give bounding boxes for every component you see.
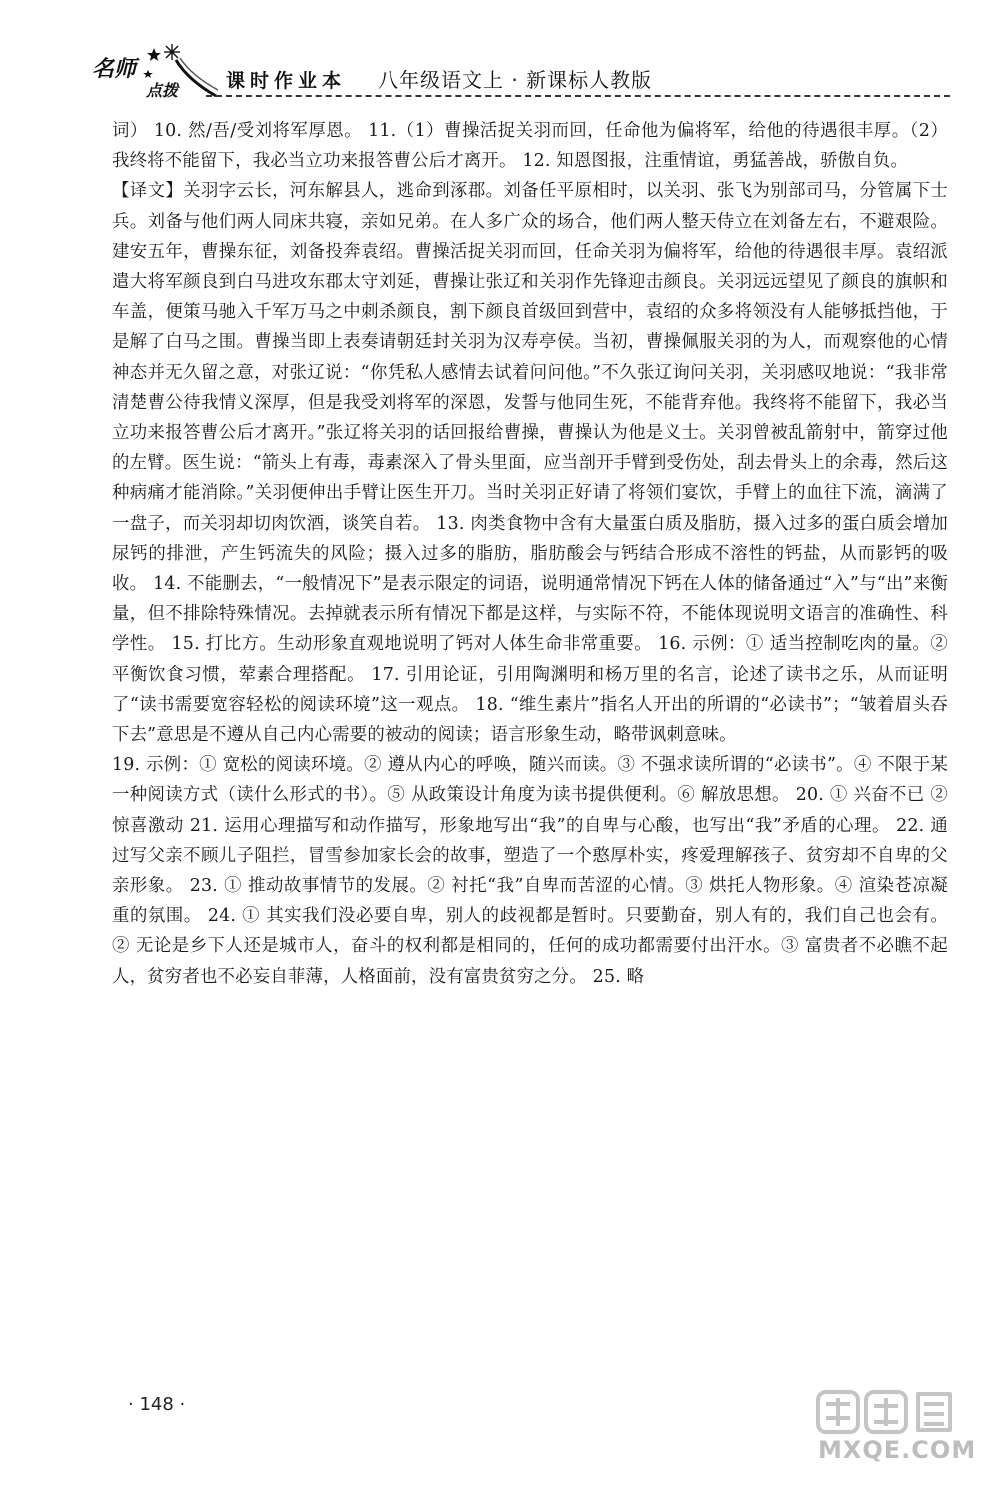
answer-paragraph-3: 19. 示例：① 宽松的阅读环境。② 遵从内心的呼唤，随兴而读。③ 不强求读所谓的“必读书”。④ 不限于某一种阅读方式（读什么形式的书）。⑤ 从政策设计角度为读书提供便利。⑥ 解放思想。 20. ① 兴奋不已 ② 惊喜激动 21. 运用心理描写和动作描写，形象地写出“我”的自卑与心酸，也写出“我”矛盾的心理。 22. 通过写父亲不顾儿子阻拦，冒雪参加家长会的故事，塑造了一个憨厚朴实，疼爱理解孩子、贫穷却不自卑的父亲形象。 23. ① 推动故事情节的发展。② 衬托“我”自卑而苦涩的心情。③ 烘托人物形象。④ 渲染苍凉凝重的氛围。 24. ① 其实我们没必要自卑，别人的歧视都是暂时。只要勤奋，别人有的，我们自己也会有。② 无论是乡下人还是城市人，奋斗的权利都是相同的，任何的成功都需要付出汗水。③ 富贵者不必瞧不起人，贫穷者也不必妄自菲薄，人格面前，没有富贵贫穷之分。 25. 略 bbox=[112, 755, 948, 987]
series-logo bbox=[88, 40, 223, 100]
book-subtitle: 八年级语文上 · 新课标人教版 bbox=[378, 68, 653, 92]
svg-text:点拨: 点拨 bbox=[146, 81, 179, 100]
watermark bbox=[812, 1384, 977, 1464]
svg-text:名师: 名师 bbox=[92, 56, 137, 82]
answer-content bbox=[112, 116, 948, 992]
answer-paragraph-1: 词） 10. 然/吾/受刘将军厚恩。 11.（1）曹操活捉关羽而回，任命他为偏将军，给他的待遇很丰厚。（2）我终将不能留下，我必当立功来报答曹公后才离开。 12. 知恩图报，注重情谊，勇猛善战，骄傲自负。 bbox=[112, 121, 948, 172]
page-header bbox=[88, 40, 950, 102]
watermark-text: MXQE.COM bbox=[818, 1436, 977, 1464]
series-title: 课时作业本 bbox=[226, 70, 347, 92]
translation-paragraph: 【译文】关羽字云长，河东解县人，逃命到涿郡。刘备任平原相时，以关羽、张飞为别部司马，分管属下士兵。刘备与他们两人同床共寝，亲如兄弟。在人多广众的场合，他们两人整天侍立在刘备左右，不避艰险。建安五年，曹操东征，刘备投奔袁绍。曹操活捉关羽而回，任命关羽为偏将军，给他的待遇很丰厚。袁绍派遣大将军颜良到白马进攻东郡太守刘延，曹操让张辽和关羽作先锋迎击颜良。关羽远远望见了颜良的旗帜和车盖，便策马驰入千军万马之中刺杀颜良，割下颜良首级回到营中，袁绍的众多将领没有人能够抵挡他，于是解了白马之围。曹操当即上表奏请朝廷封关羽为汉寿亭侯。当初，曹操佩服关羽的为人，而观察他的心情神态并无久留之意，对张辽说：“你凭私人感情去试着问问他。”不久张辽询问关羽，关羽感叹地说：“我非常清楚曹公待我情义深厚，但是我受刘将军的深恩，发誓与他同生死，不能背弃他。我终将不能留下，我必当立功来报答曹公后才离开。”张辽将关羽的话回报给曹操，曹操认为他是义士。关羽曾被乱箭射中，箭穿过他的左臂。医生说：“箭头上有毒，毒素深入了骨头里面，应当剖开手臂到受伤处，刮去骨头上的余毒，然后这种病痛才能消除。”关羽便伸出手臂让医生开刀。当时关羽正好请了将领们宴饮，手臂上的血往下流，滴满了一盘子，而关羽却切肉饮酒，谈笑自若。 13. 肉类食物中含有大量蛋白质及脂肪，摄入过多的蛋白质会增加尿钙的排泄，产生钙流失的风险；摄入过多的脂肪，脂肪酸会与钙结合形成不溶性的钙盐，从而影钙的吸收。 14. 不能删去，“一般情况下”是表示限定的词语，说明通常情况下钙在人体的储备通过“入”与“出”来衡量，但不排除特殊情况。去掉就表示所有情况下都是这样，与实际不符，不能体现说明文语言的准确性、科学性。 15. 打比方。生动形象直观地说明了钙对人体生命非常重要。 16. 示例：① 适当控制吃肉的量。② 平衡饮食习惯，荤素合理搭配。 17. 引用论证，引用陶渊明和杨万里的名言，论述了读书之乐，从而证明了“读书需要宽容轻松的阅读环境”这一观点。 18. “维生素片”指名人开出的所谓的“必读书”；“皱着眉头吞下去”意思是不遵从自己内心需要的被动的阅读；语言形象生动，略带讽刺意味。 bbox=[112, 181, 948, 746]
header-divider bbox=[206, 95, 950, 97]
page-number: · 148 · bbox=[128, 1394, 186, 1415]
